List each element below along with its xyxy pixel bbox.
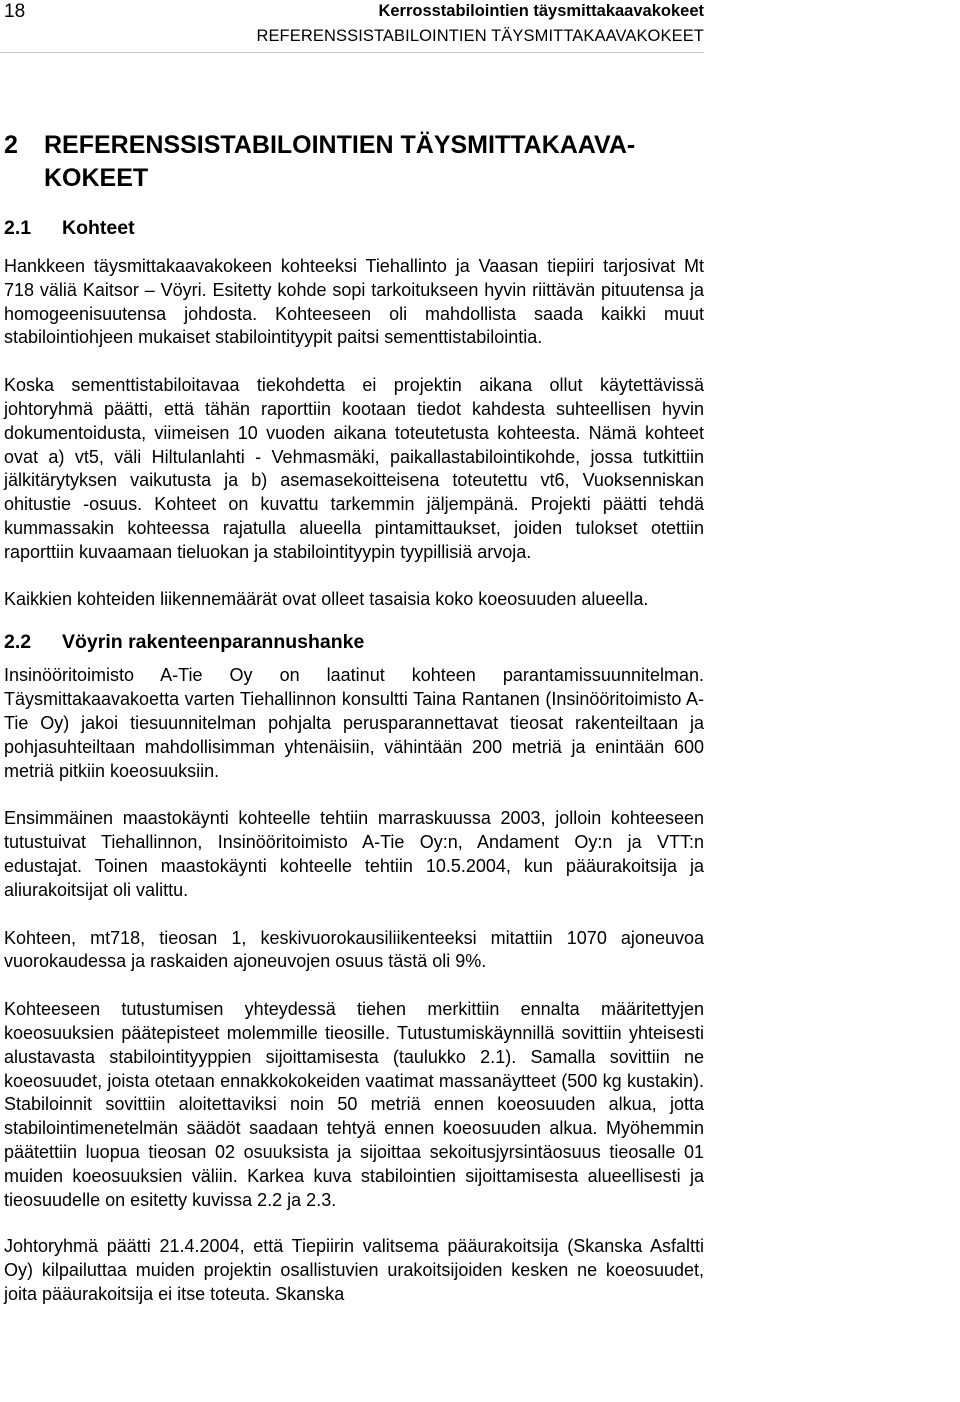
paragraph: Kohteeseen tutustumisen yhteydessä tiehen merkittiin ennalta määritettyjen koeosuuksien päätepisteet molemmille tieosille. Tutustumiskäynnillä sovittiin yhteisesti alustavasta stabilointityyppien sijoittamisesta (taulukko 2.1). Samalla sovittiin ne koeosuudet, joista otetaan ennakkokokeiden vaatimat massanäytteet (500 kg kustakin). Stabiloinnit sovittiin aloitettaviksi noin 50 metriä ennen koeosuuden alkua, jotta stabilointimenetelmän säädöt saadaan tehtyä ennen koeosuuden alkua. Myöhemmin päätettiin luopua tieosan 02 osuuksista ja sijoittaa sekoitusjyrsintäosuus tieosalle 01 muiden koeosuuksien väliin. Karkea kuva stabilointien sijoittamisesta alueellisesti ja tieosuudelle on esitetty kuvissa 2.2 ja 2.3. [4, 999, 704, 1210]
paragraph: Koska sementtistabiloitavaa tiekohdetta ei projektin aikana ollut käytettävissä johtoryhmä päätti, että tähän raporttiin kootaan tiedot kahdesta suhteellisen hyvin dokumentoidusta, viimeisen 10 vuoden aikana toteutetusta kohteesta. Nämä kohteet ovat a) vt5, väli Hiltulanlahti - Vehmasmäki, paikallastabilointikohde, jossa tutkittiin jälkitärytyksen vaikutusta ja b) asemasekoitteisena toteutettu vt6, Vuoksenniskan ohitustie -osuus. Kohteet on kuvattu tarkemmin jäljempänä. Projekti päätti tehdä kummassakin kohteessa rajatulla alueella pintamittaukset, joiden tulokset otettiin raporttiin kuvaamaan tieluokan ja stabilointityypin tyypillisiä arvoja. [4, 375, 704, 562]
paragraph: Johtoryhmä päätti 21.4.2004, että Tiepiirin valitsema pääurakoitsija (Skanska Asfaltti Oy) kilpailuttaa muiden projektin osallistuvien urakoitsijoiden kesken ne koeosuudet, joita pääurakoitsija ei itse toteuta. Skanska [4, 1236, 704, 1304]
page-body [4, 129, 704, 1307]
paragraph: Hankkeen täysmittakaavakokeen kohteeksi Tiehallinto ja Vaasan tiepiiri tarjosivat Mt 718 väliä Kaitsor – Vöyri. Esitetty kohde sopi tarkoitukseen hyvin riittävän pituutensa ja homogeenisuutensa johdosta. Kohteeseen oli mahdollista saada kaikki muut stabilointiohjeen mukaiset stabilointityypit paitsi sementtistabilointia. [4, 256, 704, 348]
page-number: 18 [4, 1, 26, 22]
subsection-heading-voyri [4, 629, 704, 655]
header-title: Kerrosstabilointien täysmittakaavakokeet [378, 2, 704, 20]
running-header [234, 0, 704, 47]
paragraph: Insinööritoimisto A-Tie Oy on laatinut kohteen parantamissuunnitelman. Täysmittakaavakoetta varten Tiehallinnon konsultti Taina Rantanen (Insinööritoimisto A-Tie Oy) jakoi tiesuunnitelman pohjalta perusparannettavat tieosat rakenteiltaan ja pohjasuhteiltaan mahdollisimman yhtenäisiin, vähintään 200 metriä ja enintään 600 metriä pitkiin koeosuuksiin. [4, 665, 704, 781]
header-divider [0, 52, 704, 53]
subsection-title: Vöyrin rakenteenparannushanke [62, 631, 365, 654]
header-subtitle: REFERENSSISTABILOINTIEN TÄYSMITTAKAAVAKOKEET [256, 27, 704, 45]
paragraph: Kaikkien kohteiden liikennemäärät ovat olleet tasaisia koko koeosuuden alueella. [4, 588, 649, 609]
section-heading [4, 129, 704, 195]
subsection-heading-kohteet [4, 215, 704, 241]
paragraph: Ensimmäinen maastokäynti kohteelle tehtiin marraskuussa 2003, jolloin kohteeseen tutustuivat Tiehallinnon, Insinööritoimisto A-Tie Oy:n, Andament Oy:n ja VTT:n edustajat. Toinen maastokäynti kohteelle tehtiin 10.5.2004, kun pääurakoitsija ja aliurakoitsijat oli valittu. [4, 808, 704, 900]
subsection-title: Kohteet [62, 217, 135, 239]
subsection-number: 2.2 [4, 631, 32, 654]
section-title: REFERENSSISTABILOINTIEN TÄYSMITTAKAAVA-KOKEET [44, 131, 636, 192]
paragraph: Kohteen, mt718, tieosan 1, keskivuorokausiliikenteeksi mitattiin 1070 ajoneuvoa vuorokaudessa ja raskaiden ajoneuvojen osuus tästä oli 9%. [4, 927, 704, 972]
section-number: 2 [4, 131, 18, 159]
subsection-number: 2.1 [4, 217, 32, 239]
